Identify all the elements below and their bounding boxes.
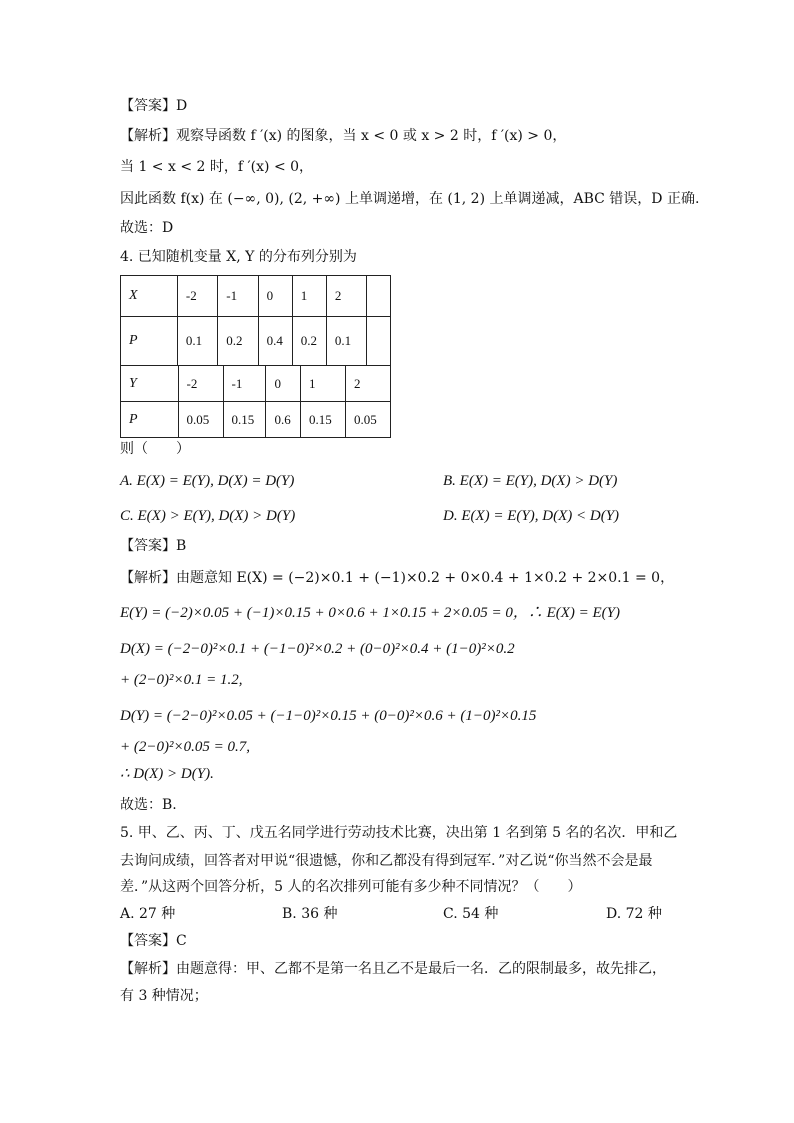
table-cell: 0 [258, 276, 292, 317]
table-cell [367, 276, 391, 317]
table-cell: 0.15 [223, 402, 266, 438]
q4-option-b: B. E(X) = E(Y), D(X) > D(Y) [443, 473, 618, 489]
table-cell: 0.2 [292, 317, 326, 366]
q5-stem-line-3: 差．”从这两个回答分析，5 人的名次排列可能有多少种不同情况？（ ） [120, 879, 582, 895]
table-cell: 2 [345, 366, 390, 402]
q3-conclusion: 故选：D [120, 220, 174, 236]
table-cell: 0 [266, 366, 301, 402]
table-x-label-x: X [121, 276, 178, 317]
q4-option-c: C. E(X) > E(Y), D(X) > D(Y) [120, 508, 296, 524]
q4-option-d: D. E(X) = E(Y), D(X) < D(Y) [443, 508, 620, 524]
distribution-table-y [120, 365, 391, 438]
table-cell: 0.15 [300, 402, 345, 438]
q4-analysis-line-1: 【解析】由题意知 E(X) = (−2)×0.1 + (−1)×0.2 + 0×0.4 + 1×0.2 + 2×0.1 = 0， [120, 570, 675, 586]
q4-analysis-line-5: D(Y) = (−2−0)²×0.05 + (−1−0)²×0.15 + (0−0)²×0.6 + (1−0)²×0.15 [120, 708, 537, 724]
q4-analysis-line-3: D(X) = (−2−0)²×0.1 + (−1−0)²×0.2 + (0−0)²×0.4 + (1−0)²×0.2 [120, 641, 515, 657]
table-cell: 0.2 [218, 317, 258, 366]
q4-analysis-line-7: ∴ D(X) > D(Y). [120, 766, 214, 782]
table-cell: -1 [218, 276, 258, 317]
q5-stem-line-2: 去询问成绩，回答者对甲说“很遗憾，你和乙都没有得到冠军．”对乙说“你当然不会是最 [120, 853, 653, 869]
table-y-label-p: P [121, 402, 179, 438]
q5-analysis-line-2: 有 3 种情况； [120, 988, 208, 1004]
q3-answer: 【答案】D [120, 98, 188, 114]
q4-answer: 【答案】B [120, 538, 187, 554]
table-cell: 1 [292, 276, 326, 317]
table-cell [367, 317, 391, 366]
q4-conclusion: 故选：B. [120, 797, 177, 813]
q3-analysis-line-1: 【解析】观察导函数 f ′(x) 的图象，当 x < 0 或 x > 2 时，f ′(x) > 0， [120, 128, 567, 144]
q5-option-a: A. 27 种 [120, 906, 176, 922]
q5-stem-line-1: 5. 甲、乙、丙、丁、戊五名同学进行劳动技术比赛，决出第 1 名到第 5 名的名次．甲和乙 [120, 825, 678, 841]
table-cell: 0.6 [266, 402, 301, 438]
q4-analysis-line-6: + (2−0)²×0.05 = 0.7, [120, 739, 250, 755]
table-x-label-p: P [121, 317, 178, 366]
table-cell: 0.05 [178, 402, 223, 438]
table-cell: 1 [300, 366, 345, 402]
table-cell: -2 [177, 276, 217, 317]
table-cell: -2 [178, 366, 223, 402]
q4-then: 则（ ） [120, 441, 190, 457]
table-cell: 0.4 [258, 317, 292, 366]
table-cell: 0.1 [177, 317, 217, 366]
q3-analysis-line-3: 因此函数 f(x) 在 (−∞, 0), (2, +∞) 上单调递增，在 (1, 2) 上单调递减，ABC 错误，D 正确. [120, 191, 700, 207]
table-cell: 0.05 [345, 402, 390, 438]
q4-analysis-line-4: + (2−0)²×0.1 = 1.2, [120, 672, 243, 688]
q4-option-a: A. E(X) = E(Y), D(X) = D(Y) [120, 473, 295, 489]
q5-option-b: B. 36 种 [282, 906, 338, 922]
table-y-label-y: Y [121, 366, 179, 402]
q4-stem: 4. 已知随机变量 X, Y 的分布列分别为 [120, 249, 357, 265]
distribution-table-x [120, 275, 391, 366]
q5-option-d: D. 72 种 [606, 906, 662, 922]
q3-analysis-line-2: 当 1 < x < 2 时，f ′(x) < 0， [120, 159, 314, 175]
q4-analysis-line-2: E(Y) = (−2)×0.05 + (−1)×0.15 + 0×0.6 + 1×0.15 + 2×0.05 = 0，∴ E(X) = E(Y) [120, 605, 620, 621]
table-cell: 0.1 [326, 317, 366, 366]
q5-answer: 【答案】C [120, 933, 187, 949]
q5-analysis-line-1: 【解析】由题意得：甲、乙都不是第一名且乙不是最后一名．乙的限制最多，故先排乙， [120, 961, 666, 977]
table-cell: 2 [326, 276, 366, 317]
table-cell: -1 [223, 366, 266, 402]
q5-option-c: C. 54 种 [443, 906, 499, 922]
